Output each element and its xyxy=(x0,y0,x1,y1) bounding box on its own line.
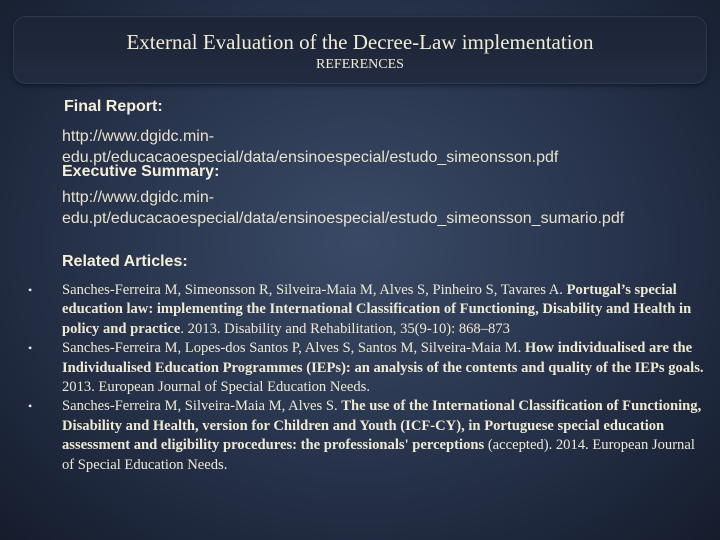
reference-title: How individualised are the Individualised Education Programmes (IEPs): an analysis of the contents and quality of the IEPs goals. xyxy=(62,340,704,376)
list-item xyxy=(28,281,708,339)
executive-summary-url[interactable]: http://www.dgidc.min-edu.pt/educacaoespecial/data/ensinoespecial/estudo_simeonsson_sumario.pdf xyxy=(62,189,625,227)
reference-title: Portugal’s special education law: implementing the International Classification of Functioning, Disability and Health in policy and practice xyxy=(62,282,692,337)
final-report-label: Final Report: xyxy=(64,98,163,115)
bullet-icon: • xyxy=(28,341,33,356)
list-item xyxy=(28,397,708,475)
list-item xyxy=(28,339,708,397)
page-subtitle: REFERENCES xyxy=(316,57,404,72)
executive-summary-label: Executive Summary: xyxy=(62,163,220,180)
reference-title: The use of the International Classification of Functioning, Disability and Health, version for Children and Youth (ICF-CY), in Portuguese special education assessment and eligibility procedures: the professionals' perceptions xyxy=(62,398,702,454)
reference-authors: Sanches-Ferreira M, Simeonsson R, Silveira-Maia M, Alves S, Pinheiro S, Tavares A. xyxy=(62,282,567,298)
bullet-icon: • xyxy=(28,399,33,414)
reference-details: 2013. European Journal of Special Education Needs. xyxy=(62,379,371,396)
related-articles-list xyxy=(28,281,708,475)
bullet-icon: • xyxy=(28,283,33,297)
final-report-url[interactable]: http://www.dgidc.min-edu.pt/educacaoespecial/data/ensinoespecial/estudo_simeonsson.pdf xyxy=(62,128,559,166)
reference-authors: Sanches-Ferreira M, Silveira-Maia M, Alves S. xyxy=(62,398,342,415)
related-articles-label: Related Articles: xyxy=(62,253,188,270)
reference-details: . 2013. Disability and Rehabilitation, 35(9-10): 868–873 xyxy=(180,320,510,337)
page-title: External Evaluation of the Decree-Law implementation xyxy=(126,30,594,54)
reference-details: (accepted). 2014. European Journal of Special Education Needs. xyxy=(62,437,695,473)
reference-authors: Sanches-Ferreira M, Lopes-dos Santos P, Alves S, Santos M, Silveira-Maia M. xyxy=(62,340,525,357)
